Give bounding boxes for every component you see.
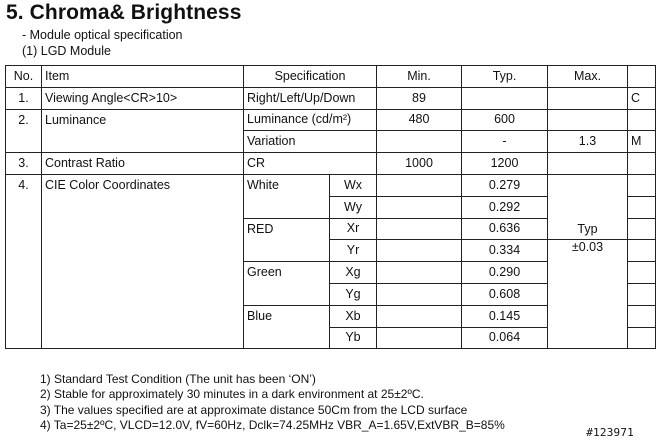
note-item: 3) The values specified are at approximate distance 50Cm from the LCD surface [40, 402, 468, 417]
row-extra [628, 283, 656, 305]
coord-label: Wx [330, 174, 377, 196]
row-min: 1000 [377, 153, 462, 175]
coord-typ: 0.636 [462, 218, 548, 240]
row-typ: 1200 [462, 153, 548, 175]
row-max [548, 109, 628, 131]
row-item: Luminance [42, 109, 244, 153]
row-item: Viewing Angle<CR>10> [42, 87, 244, 109]
coord-typ: 0.292 [462, 196, 548, 218]
header-no: No. [6, 66, 42, 88]
row-typ: 600 [462, 109, 548, 131]
coord-typ: 0.608 [462, 283, 548, 305]
row-extra [628, 196, 656, 218]
row-min [377, 240, 462, 262]
table-row [6, 87, 656, 109]
coord-typ: 0.145 [462, 305, 548, 327]
row-spec: Luminance (cd/m²) [244, 109, 377, 131]
coord-typ: 0.064 [462, 327, 548, 349]
row-typ: - [462, 131, 548, 153]
row-min [377, 262, 462, 284]
row-extra [628, 305, 656, 327]
row-extra: C [628, 87, 656, 109]
tolerance-value: ±0.03 [548, 240, 628, 349]
row-no: 1. [6, 87, 42, 109]
module-spec-subtitle: - Module optical specification [22, 28, 183, 42]
row-no: 4. [6, 174, 42, 348]
row-typ [462, 87, 548, 109]
row-extra [628, 153, 656, 175]
row-extra [628, 262, 656, 284]
row-min [377, 305, 462, 327]
header-item: Item [42, 66, 244, 88]
row-min [377, 131, 462, 153]
coord-label: Xb [330, 305, 377, 327]
optical-spec-table [5, 65, 656, 349]
coord-label: Wy [330, 196, 377, 218]
coord-label: Yg [330, 283, 377, 305]
header-min: Min. [377, 66, 462, 88]
color-red-label: RED [244, 218, 330, 262]
color-green-label: Green [244, 262, 330, 306]
row-no: 2. [6, 109, 42, 153]
coord-typ: 0.290 [462, 262, 548, 284]
table-row [6, 153, 656, 175]
header-specification: Specification [244, 66, 377, 88]
row-item: Contrast Ratio [42, 153, 244, 175]
note-item: 2) Stable for approximately 30 minutes in a dark environment at 25±2ºC. [40, 387, 424, 402]
tolerance-label: Typ [548, 174, 628, 239]
row-extra [628, 174, 656, 196]
row-extra [628, 240, 656, 262]
row-min: 89 [377, 87, 462, 109]
header-max: Max. [548, 66, 628, 88]
coord-label: Yb [330, 327, 377, 349]
row-extra [628, 327, 656, 349]
row-min [377, 283, 462, 305]
header-typ: Typ. [462, 66, 548, 88]
row-extra [628, 109, 656, 131]
color-blue-label: Blue [244, 305, 330, 349]
row-spec: Variation [244, 131, 377, 153]
row-max [548, 153, 628, 175]
row-no: 3. [6, 153, 42, 175]
table-header-row [6, 66, 656, 88]
row-extra [628, 218, 656, 240]
lgd-module-subtitle: (1) LGD Module [22, 44, 111, 58]
notes-list [40, 372, 505, 433]
note-item: 4) Ta=25±2ºC, VLCD=12.0V, fV=60Hz, Dclk=74.25MHz VBR_A=1.65V,ExtVBR_B=85% [40, 417, 505, 432]
coord-typ: 0.279 [462, 174, 548, 196]
row-max: 1.3 [548, 131, 628, 153]
table-row [6, 174, 656, 196]
row-max [548, 87, 628, 109]
row-spec: CR [244, 153, 377, 175]
row-item: CIE Color Coordinates [42, 174, 244, 348]
note-item: 1) Standard Test Condition (The unit has been ‘ON’) [40, 372, 316, 386]
row-min [377, 196, 462, 218]
header-extra [628, 66, 656, 88]
row-min [377, 174, 462, 196]
coord-label: Xg [330, 262, 377, 284]
row-spec: Right/Left/Up/Down [244, 87, 377, 109]
coord-typ: 0.334 [462, 240, 548, 262]
table-row [6, 109, 656, 131]
coord-label: Xr [330, 218, 377, 240]
row-min [377, 327, 462, 349]
coord-label: Yr [330, 240, 377, 262]
document-id-stamp: #123971 [586, 426, 634, 439]
color-white-label: White [244, 174, 330, 218]
row-min: 480 [377, 109, 462, 131]
section-title: 5. Chroma& Brightness [6, 1, 242, 24]
row-min [377, 218, 462, 240]
row-extra: M [628, 131, 656, 153]
